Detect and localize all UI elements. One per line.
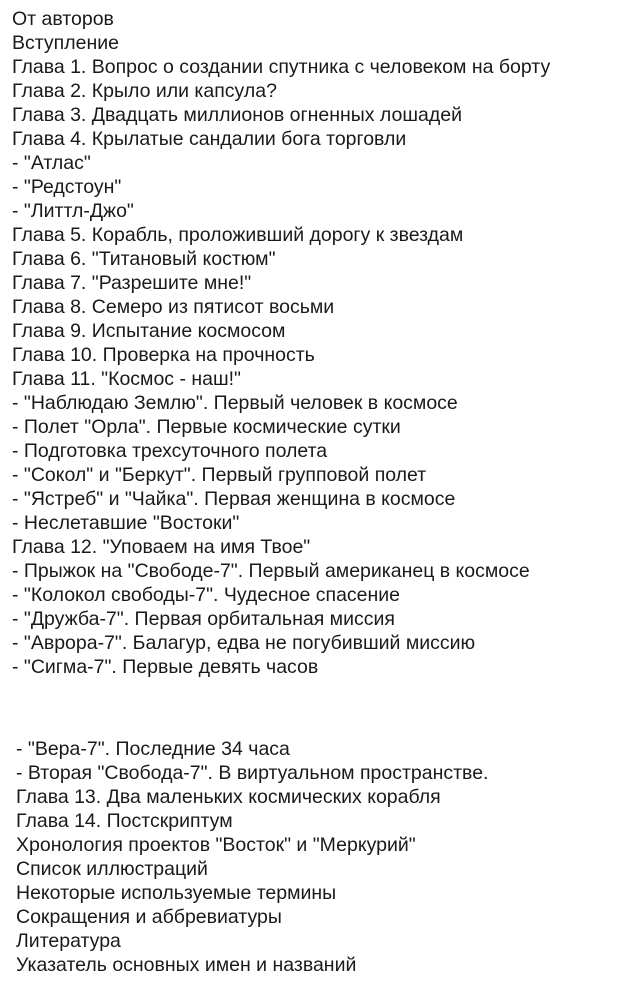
toc-subentry-aurora-7: - "Аврора-7". Балагур, едва не погубивший миссию	[12, 632, 476, 654]
toc-subentry-group-flight: - "Сокол" и "Беркут". Первый групповой полет	[12, 464, 427, 486]
table-of-contents-part-1	[12, 7, 612, 679]
toc-entry-chapter-4: Глава 4. Крылатые сандалии бога торговли	[12, 128, 407, 150]
toc-subentry-unflown-vostoks: - Неслетавшие "Востоки"	[12, 512, 240, 534]
toc-subentry-first-woman: - "Ястреб" и "Чайка". Первая женщина в космосе	[12, 488, 456, 510]
toc-entry-introduction: Вступление	[12, 32, 119, 54]
toc-subentry-redstone: - "Редстоун"	[12, 176, 122, 198]
toc-subentry-liberty-bell-7: - "Колокол свободы-7". Чудесное спасение	[12, 584, 401, 606]
toc-subentry-faith-7: - "Вера-7". Последние 34 часа	[16, 738, 290, 760]
toc-entry-authors: От авторов	[12, 8, 114, 30]
toc-entry-chronology: Хронология проектов "Восток" и "Меркурий"	[16, 834, 416, 856]
toc-entry-chapter-3: Глава 3. Двадцать миллионов огненных лошадей	[12, 104, 462, 126]
toc-subentry-three-day-flight: - Подготовка трехсуточного полета	[12, 440, 328, 462]
toc-entry-chapter-13: Глава 13. Два маленьких космических корабля	[16, 786, 441, 808]
toc-entry-abbreviations: Сокращения и аббревиатуры	[16, 906, 282, 928]
toc-subentry-orel-flight: - Полет "Орла". Первые космические сутки	[12, 416, 401, 438]
toc-subentry-friendship-7: - "Дружба-7". Первая орбитальная миссия	[12, 608, 395, 630]
toc-subentry-sigma-7: - "Сигма-7". Первые девять часов	[12, 656, 319, 678]
toc-entry-chapter-2: Глава 2. Крыло или капсула?	[12, 80, 277, 102]
toc-entry-literature: Литература	[16, 930, 121, 952]
toc-entry-index: Указатель основных имен и названий	[16, 954, 357, 976]
toc-entry-illustrations: Список иллюстраций	[16, 858, 208, 880]
toc-entry-chapter-12: Глава 12. "Уповаем на имя Твое"	[12, 536, 311, 558]
toc-entry-chapter-6: Глава 6. "Титановый костюм"	[12, 248, 276, 270]
toc-subentry-freedom-7: - Прыжок на "Свободе-7". Первый американец в космосе	[12, 560, 530, 582]
toc-entry-chapter-1: Глава 1. Вопрос о создании спутника с человеком на борту	[12, 56, 551, 78]
toc-subentry-second-freedom-7: - Вторая "Свобода-7". В виртуальном пространстве.	[16, 762, 489, 784]
toc-entry-chapter-10: Глава 10. Проверка на прочность	[12, 344, 315, 366]
toc-entry-chapter-14: Глава 14. Постскриптум	[16, 810, 233, 832]
toc-entry-chapter-7: Глава 7. "Разрешите мне!"	[12, 272, 252, 294]
toc-entry-chapter-8: Глава 8. Семеро из пятисот восьми	[12, 296, 335, 318]
table-of-contents-part-2	[16, 737, 616, 977]
toc-entry-chapter-5: Глава 5. Корабль, проложивший дорогу к звездам	[12, 224, 464, 246]
toc-entry-chapter-9: Глава 9. Испытание космосом	[12, 320, 286, 342]
toc-entry-terms: Некоторые используемые термины	[16, 882, 337, 904]
toc-subentry-little-joe: - "Литтл-Джо"	[12, 200, 134, 222]
toc-entry-chapter-11: Глава 11. "Космос - наш!"	[12, 368, 241, 390]
toc-subentry-atlas: - "Атлас"	[12, 152, 91, 174]
toc-subentry-first-man-in-space: - "Наблюдаю Землю". Первый человек в космосе	[12, 392, 458, 414]
